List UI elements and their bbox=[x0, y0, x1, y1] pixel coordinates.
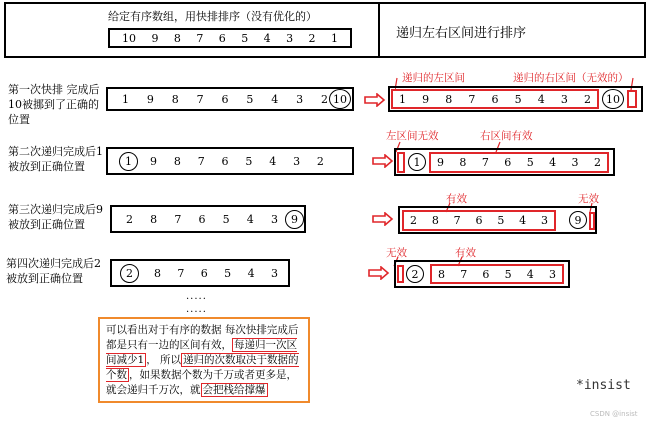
array-cell: 3 bbox=[286, 31, 294, 45]
note-highlight: 会把栈给撑爆 bbox=[202, 384, 266, 396]
row4-right-right-interval: 8 7 6 5 4 3 bbox=[430, 264, 564, 284]
row3-arrow-icon bbox=[372, 212, 394, 226]
watermark: CSDN @insist bbox=[590, 410, 638, 418]
row4-left-values: 8 7 6 5 4 3 bbox=[154, 267, 278, 280]
header-left-title: 给定有序数组，用快排排序（没有优化的） bbox=[108, 10, 317, 23]
row2-left-pivot-circle: 1 bbox=[119, 152, 138, 171]
row1-annot-left: 递归的左区间 bbox=[402, 72, 465, 84]
array-cell: 8 bbox=[173, 31, 181, 45]
row1-arrow-icon bbox=[364, 93, 386, 107]
row3-annot-left: 有效 bbox=[446, 193, 467, 205]
row4-left-pivot-circle: 2 bbox=[120, 264, 139, 283]
row3-right-right-interval bbox=[589, 212, 595, 230]
row4-right-pivot-circle: 2 bbox=[406, 265, 424, 283]
row1-left-pivot-circle: 10 bbox=[329, 89, 351, 109]
row1-right-left-interval: 1 9 8 7 6 5 4 3 2 bbox=[391, 89, 599, 109]
note-highlight: 每递归一次区间减少1 bbox=[106, 339, 297, 366]
signature: *insist bbox=[576, 378, 631, 393]
note-box bbox=[98, 317, 310, 403]
array-cell: 7 bbox=[196, 31, 204, 45]
array-cell: 5 bbox=[241, 31, 249, 45]
array-cell: 9 bbox=[151, 31, 159, 45]
row2-arrow-icon bbox=[372, 154, 394, 168]
row2-annot-right: 右区间有效 bbox=[480, 130, 533, 142]
initial-array bbox=[108, 28, 352, 48]
row1-right-pivot-circle: 10 bbox=[602, 89, 624, 109]
row2-annot-left: 左区间无效 bbox=[386, 130, 439, 142]
array-cell: 4 bbox=[263, 31, 271, 45]
row4-annot-left: 无效 bbox=[386, 247, 407, 259]
row4-annot-right: 有效 bbox=[455, 247, 476, 259]
row2-right-left-interval bbox=[397, 152, 405, 173]
row2-right-pivot-circle: 1 bbox=[408, 153, 426, 171]
row1-left-array: 1 9 8 7 6 5 4 3 2 bbox=[106, 87, 354, 111]
row3-annot-right: 无效 bbox=[578, 193, 599, 205]
row1-right-right-interval bbox=[627, 90, 637, 108]
row3-left-pivot-circle: 9 bbox=[285, 210, 304, 229]
row4-right-left-interval bbox=[397, 265, 404, 283]
note-text: ， 所以 bbox=[146, 354, 182, 366]
row1-label: 第一次快排 完成后 10被挪到了正确的 位置 bbox=[8, 83, 100, 126]
array-cell: 10 bbox=[122, 31, 136, 45]
row3-right-left-interval: 2 8 7 6 5 4 3 bbox=[402, 210, 556, 231]
array-cell: 2 bbox=[308, 31, 316, 45]
row4-arrow-icon bbox=[368, 266, 390, 280]
array-cell: 6 bbox=[218, 31, 226, 45]
ellipsis: ..... ..... bbox=[186, 291, 207, 315]
row3-right-pivot-circle: 9 bbox=[569, 211, 587, 229]
row1-annot-right: 递归的右区间（无效的） bbox=[513, 72, 629, 84]
row4-label: 第四次递归完成后2 被放到正确位置 bbox=[6, 257, 101, 285]
header-divider bbox=[378, 2, 380, 58]
array-cell: 1 bbox=[330, 31, 338, 45]
row3-label: 第三次递归完成后9 被放到正确位置 bbox=[8, 203, 103, 231]
row2-left-values: 9 8 7 6 5 4 3 2 bbox=[150, 155, 324, 168]
note-highlight: 递归的次数取决于数据的个数 bbox=[106, 354, 299, 381]
row3-left-values: 2 8 7 6 5 4 3 bbox=[126, 213, 278, 226]
note-text: ，如果数据个数为千万或者更多是，就会递归千万次，就 bbox=[106, 369, 297, 396]
row2-label: 第二次递归完成后1 被放到正确位置 bbox=[8, 145, 103, 173]
row2-right-right-interval: 9 8 7 6 5 4 3 2 bbox=[429, 152, 609, 173]
note-text: 可以看出对于有序的数据 每次快排完成后都是只有一边的区间有效， bbox=[106, 324, 299, 351]
header-right-title: 递归左右区间进行排序 bbox=[396, 26, 527, 41]
